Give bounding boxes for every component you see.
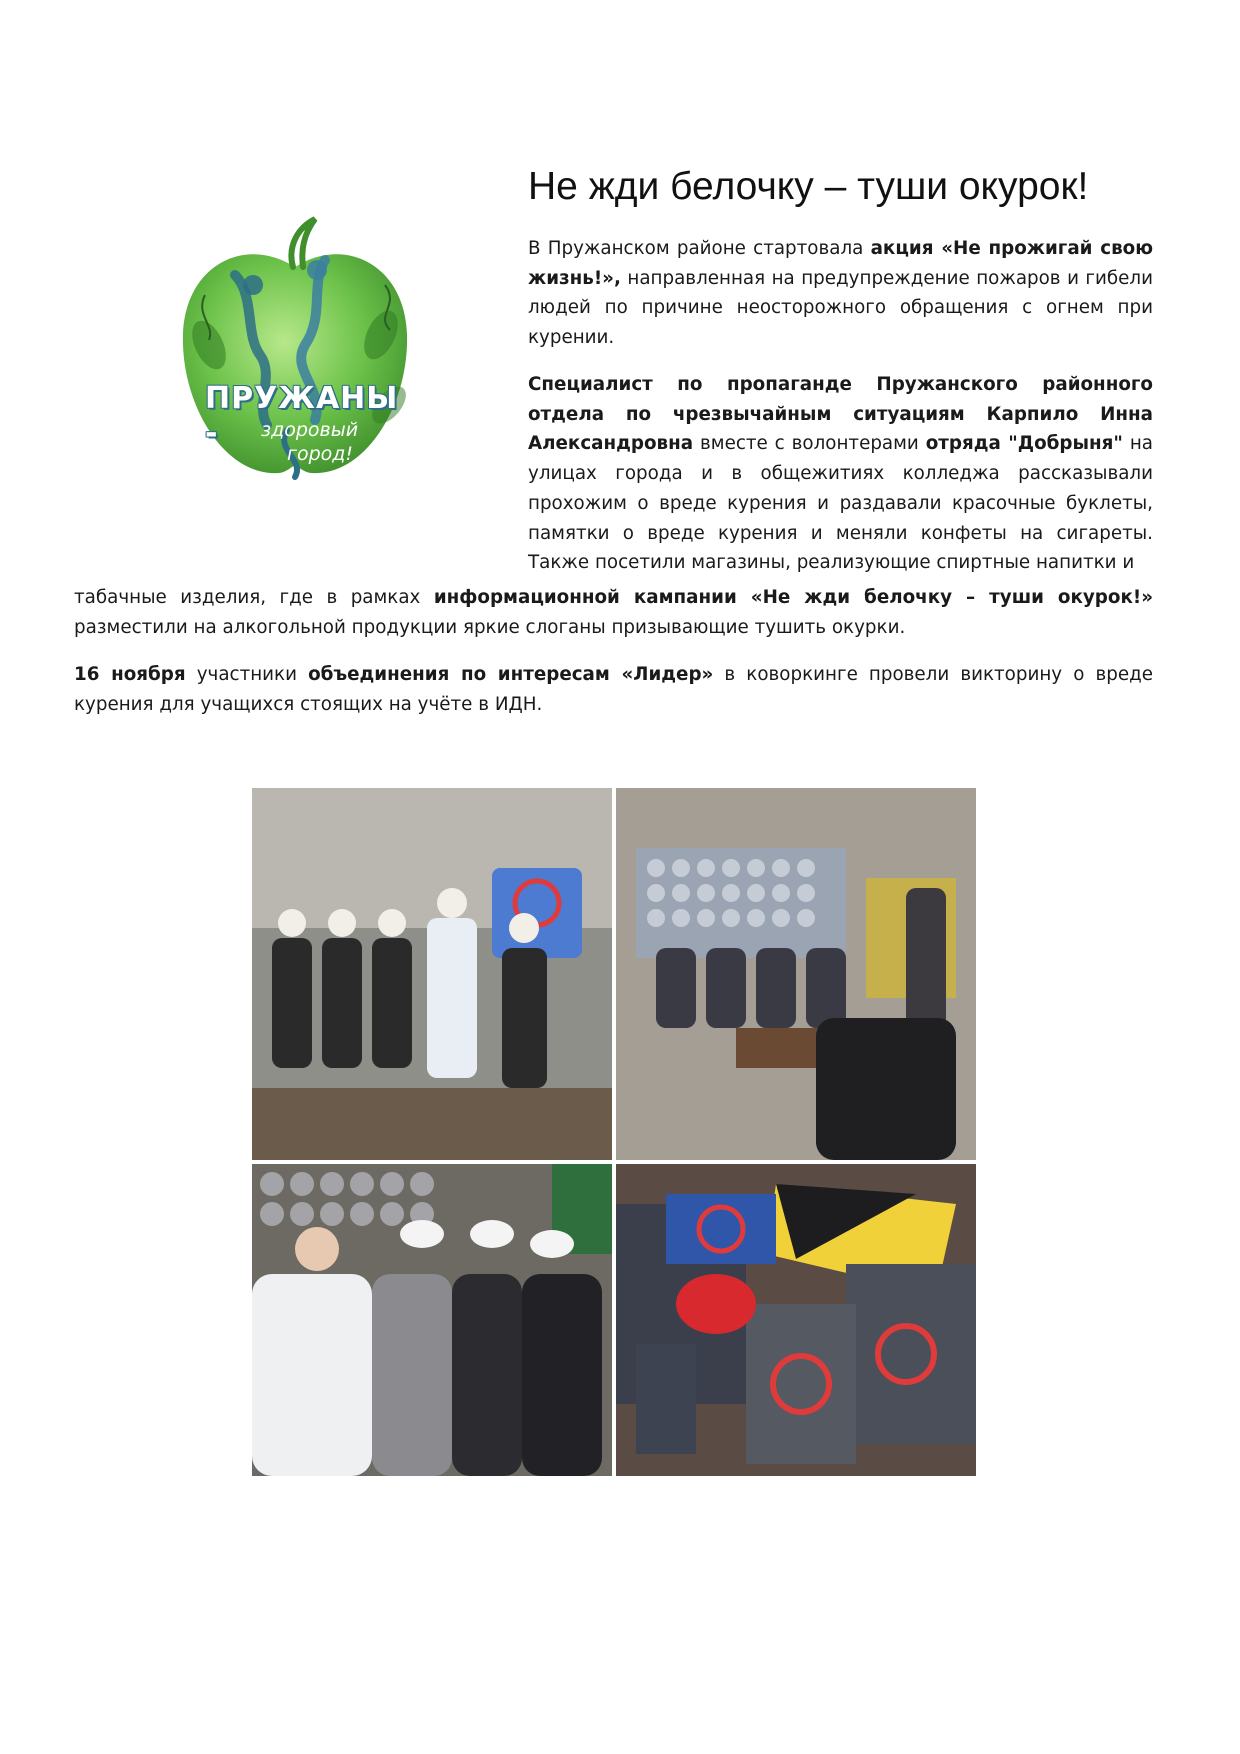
article-title: Не жди белочку – туши окурок!	[528, 165, 1089, 208]
paragraph-campaign: табачные изделия, где в рамках информационной кампании «Не жди белочку – туши окурок!» разместили на алкогольной продукции яркие слоганы призывающие тушить окурки.	[74, 587, 1154, 638]
photo-collage	[252, 788, 976, 1476]
logo-title: ПРУЖАНЫ -	[205, 381, 399, 451]
paragraph-quiz: 16 ноября участники объединения по интересам «Лидер» в коворкинге провели викторину о вреде курения для учащихся стоящих на учёте в ИДН.	[74, 664, 1153, 715]
paragraph-intro: В Пружанском районе стартовала акция «Не прожигай свою жизнь!», направленная на предупреждение пожаров и гибели людей по причине неосторожного обращения с огнем при курении.	[528, 238, 1153, 349]
photo-booklets-table	[616, 1164, 976, 1476]
photo-audience-seated	[616, 788, 976, 1160]
logo-subtitle: здоровый	[261, 419, 359, 441]
photo-students-reading	[252, 1164, 612, 1476]
photo-volunteers-standing	[252, 788, 612, 1160]
paragraph-specialist: Специалист по пропаганде Пружанского районного отдела по чрезвычайным ситуациям Карпило Инна Александровна вместе с волонтерами отряда "Добрыня" на улицах города и в общежитиях колледжа рассказывали прохожим о вреде курения и раздавали красочные буклеты, памятки о вреде курения и меняли конфеты на сигареты. Также посетили магазины, реализующие спиртные напитки и	[528, 374, 1154, 574]
apple-logo-icon	[175, 215, 415, 480]
logo-subtitle: город!	[287, 443, 354, 465]
logo	[175, 215, 415, 480]
